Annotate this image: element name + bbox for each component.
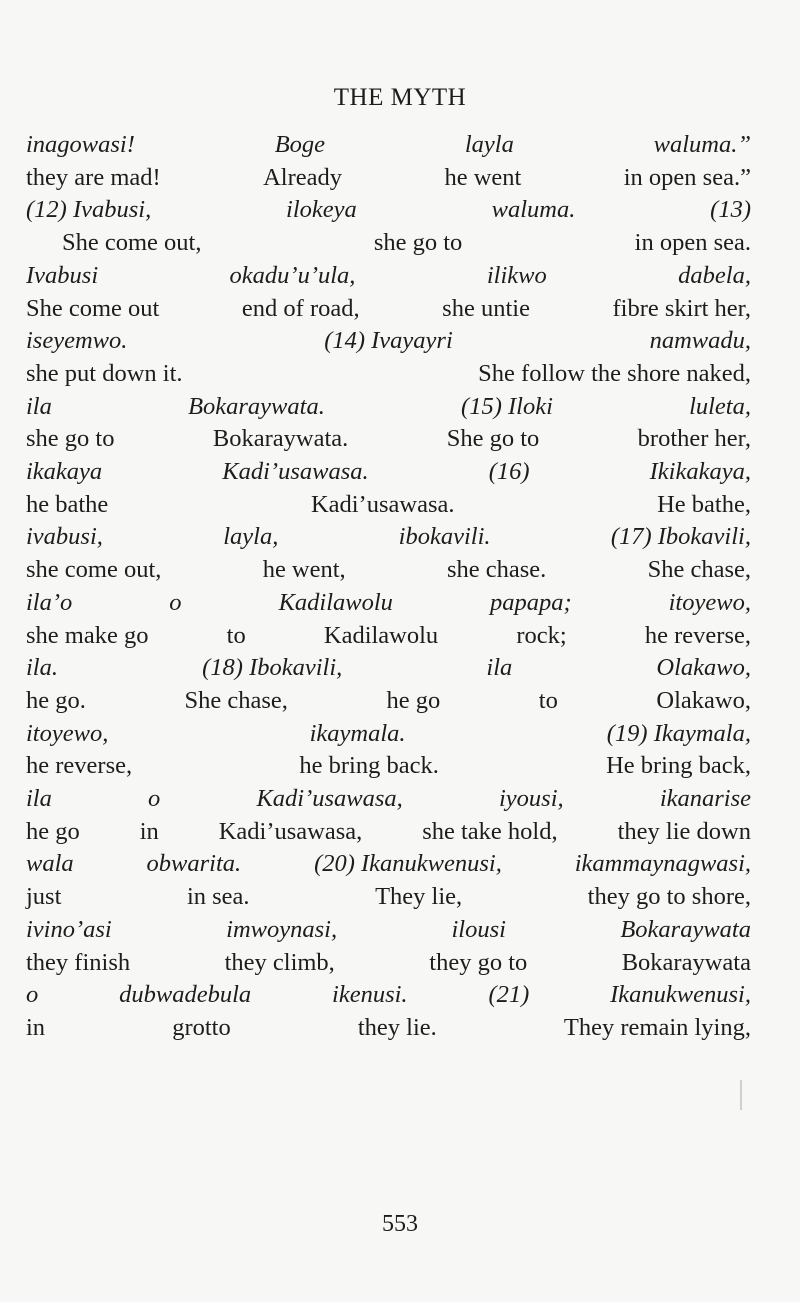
word: imwoynasi, bbox=[226, 915, 338, 943]
word: ilikwo bbox=[486, 261, 547, 289]
word: he went, bbox=[262, 556, 346, 584]
word: ila bbox=[26, 785, 52, 812]
word: inagowasi! bbox=[26, 131, 135, 158]
word: She chase, bbox=[184, 686, 288, 714]
word: Ivabusi bbox=[26, 261, 99, 289]
word: She follow the shore naked, bbox=[478, 359, 751, 387]
word: in open sea. bbox=[634, 229, 751, 257]
native-line bbox=[26, 587, 751, 619]
word: she go to bbox=[373, 229, 463, 257]
word: ibokavili. bbox=[398, 523, 491, 551]
native-line bbox=[26, 194, 751, 226]
word: Boge bbox=[274, 131, 326, 158]
word: ivino’asi bbox=[26, 915, 112, 943]
gloss-line bbox=[26, 947, 751, 979]
word: Bokaraywata bbox=[620, 915, 751, 943]
word: ila. bbox=[26, 654, 58, 682]
word: Ikanukwenusi, bbox=[610, 981, 751, 1009]
gloss-line bbox=[26, 881, 751, 913]
word: Already bbox=[263, 163, 343, 191]
print-mark bbox=[740, 1080, 742, 1110]
word: (15) Iloki bbox=[461, 392, 553, 420]
gloss-line bbox=[62, 227, 751, 259]
word: in bbox=[139, 817, 159, 845]
word: o bbox=[26, 981, 39, 1009]
native-line bbox=[26, 391, 751, 423]
word: Kadilawolu bbox=[323, 621, 439, 649]
native-line bbox=[26, 652, 751, 684]
word: they finish bbox=[26, 948, 131, 976]
native-line bbox=[26, 325, 751, 357]
word: to bbox=[226, 621, 246, 649]
word: in open sea.” bbox=[623, 163, 751, 191]
word: they lie. bbox=[357, 1013, 437, 1041]
word: She go to bbox=[446, 425, 540, 453]
word: he reverse, bbox=[26, 752, 133, 780]
word: waluma. bbox=[491, 196, 576, 224]
word: ila’o bbox=[26, 588, 73, 616]
word: dabela, bbox=[678, 261, 751, 289]
word: fibre skirt her, bbox=[612, 294, 751, 322]
word: He bring back, bbox=[606, 752, 751, 780]
word: okadu’u’ula, bbox=[229, 261, 356, 289]
gloss-line bbox=[26, 358, 751, 390]
word: he bathe bbox=[26, 490, 109, 518]
word: (16) bbox=[488, 458, 530, 485]
word: Olakawo, bbox=[656, 654, 751, 682]
word: layla bbox=[464, 131, 514, 158]
word: She come out bbox=[26, 294, 160, 322]
word: they go to bbox=[429, 948, 528, 976]
gloss-line bbox=[26, 816, 751, 848]
word: itoyewo, bbox=[668, 588, 751, 616]
word: itoyewo, bbox=[26, 719, 109, 747]
word: layla, bbox=[223, 523, 279, 551]
word: Bokaraywata bbox=[621, 948, 751, 976]
word: ila bbox=[486, 654, 513, 682]
word: papapa; bbox=[489, 588, 572, 616]
word: ivabusi, bbox=[26, 523, 103, 551]
gloss-line bbox=[26, 293, 751, 325]
word: Kadilawolu bbox=[278, 588, 393, 616]
gloss-line bbox=[26, 685, 751, 717]
word: ikakaya bbox=[26, 458, 103, 485]
native-line bbox=[26, 521, 751, 553]
word: ikanarise bbox=[659, 785, 751, 812]
word: she put down it. bbox=[26, 359, 183, 387]
gloss-line bbox=[26, 423, 751, 455]
word: she go to bbox=[26, 425, 115, 453]
word: namwadu, bbox=[649, 327, 751, 355]
gloss-line bbox=[26, 1012, 751, 1044]
word: they lie down bbox=[617, 817, 751, 845]
word: he go bbox=[26, 817, 80, 845]
gloss-line bbox=[26, 750, 751, 782]
word: (12) Ivabusi, bbox=[26, 196, 152, 224]
word: she come out, bbox=[26, 556, 162, 584]
native-line bbox=[26, 718, 751, 750]
native-line bbox=[26, 848, 751, 880]
word: he go bbox=[386, 686, 441, 714]
word: obwarita. bbox=[146, 850, 242, 878]
word: Kadi’usawasa. bbox=[222, 458, 369, 485]
word: He bathe, bbox=[657, 490, 751, 518]
page-number: 553 bbox=[382, 1211, 418, 1237]
word: to bbox=[538, 686, 558, 714]
word: (20) Ikanukwenusi, bbox=[314, 850, 502, 878]
running-title: THE MYTH bbox=[333, 84, 467, 111]
gloss-line bbox=[26, 554, 751, 586]
word: in sea. bbox=[186, 883, 250, 911]
word: (13) bbox=[710, 196, 751, 224]
word: just bbox=[26, 883, 62, 911]
word: (17) Ibokavili, bbox=[610, 523, 751, 551]
word: brother her, bbox=[637, 425, 751, 453]
word: They lie, bbox=[375, 883, 463, 911]
word: (18) Ibokavili, bbox=[202, 654, 343, 682]
native-line bbox=[26, 979, 751, 1011]
word: luleta, bbox=[689, 392, 751, 420]
word: rock; bbox=[516, 621, 567, 649]
native-line bbox=[26, 914, 751, 946]
word: Kadi’usawasa, bbox=[256, 785, 403, 812]
native-line bbox=[26, 783, 751, 815]
word: they are mad! bbox=[26, 163, 161, 191]
native-line bbox=[26, 456, 751, 488]
word: dubwadebula bbox=[119, 981, 252, 1009]
gloss-line bbox=[26, 162, 751, 194]
word: she untie bbox=[442, 294, 530, 322]
word: ikammaynagwasi, bbox=[574, 850, 751, 878]
word: She come out, bbox=[62, 229, 202, 257]
native-line bbox=[26, 260, 751, 292]
word: ikenusi. bbox=[332, 981, 408, 1009]
word: iyousi, bbox=[498, 785, 564, 812]
word: she make go bbox=[26, 621, 149, 649]
word: (21) bbox=[488, 981, 530, 1009]
gloss-line bbox=[26, 620, 751, 652]
word: he reverse, bbox=[644, 621, 751, 649]
word: end of road, bbox=[241, 294, 360, 322]
word: ilousi bbox=[451, 915, 506, 943]
word: ilokeya bbox=[286, 196, 357, 224]
word: she take hold, bbox=[422, 817, 558, 845]
word: Olakawo, bbox=[656, 686, 751, 714]
word: he bring back. bbox=[299, 752, 439, 780]
word: iseyemwo. bbox=[26, 327, 128, 355]
word: Ikikakaya, bbox=[649, 458, 751, 485]
word: Kadi’usawasa. bbox=[310, 490, 455, 518]
word: (14) Ivayayri bbox=[324, 327, 453, 355]
word: o bbox=[148, 785, 161, 812]
word: (19) Ikaymala, bbox=[606, 719, 751, 747]
word: She chase, bbox=[647, 556, 751, 584]
word: grotto bbox=[172, 1013, 231, 1041]
word: waluma.” bbox=[653, 131, 751, 158]
word: o bbox=[169, 588, 182, 616]
word: wala bbox=[26, 850, 74, 878]
word: in bbox=[26, 1013, 46, 1041]
word: she chase. bbox=[446, 556, 547, 584]
gloss-line bbox=[26, 489, 751, 521]
word: Kadi’usawasa, bbox=[218, 817, 363, 845]
word: he go. bbox=[26, 686, 86, 714]
word: Bokaraywata. bbox=[188, 392, 325, 420]
word: he went bbox=[444, 163, 522, 191]
word: they climb, bbox=[224, 948, 335, 976]
word: ikaymala. bbox=[309, 719, 406, 747]
word: they go to shore, bbox=[587, 883, 751, 911]
word: Bokaraywata. bbox=[212, 425, 349, 453]
word: ila bbox=[26, 392, 52, 420]
native-line bbox=[26, 129, 751, 161]
word: They remain lying, bbox=[563, 1013, 751, 1041]
